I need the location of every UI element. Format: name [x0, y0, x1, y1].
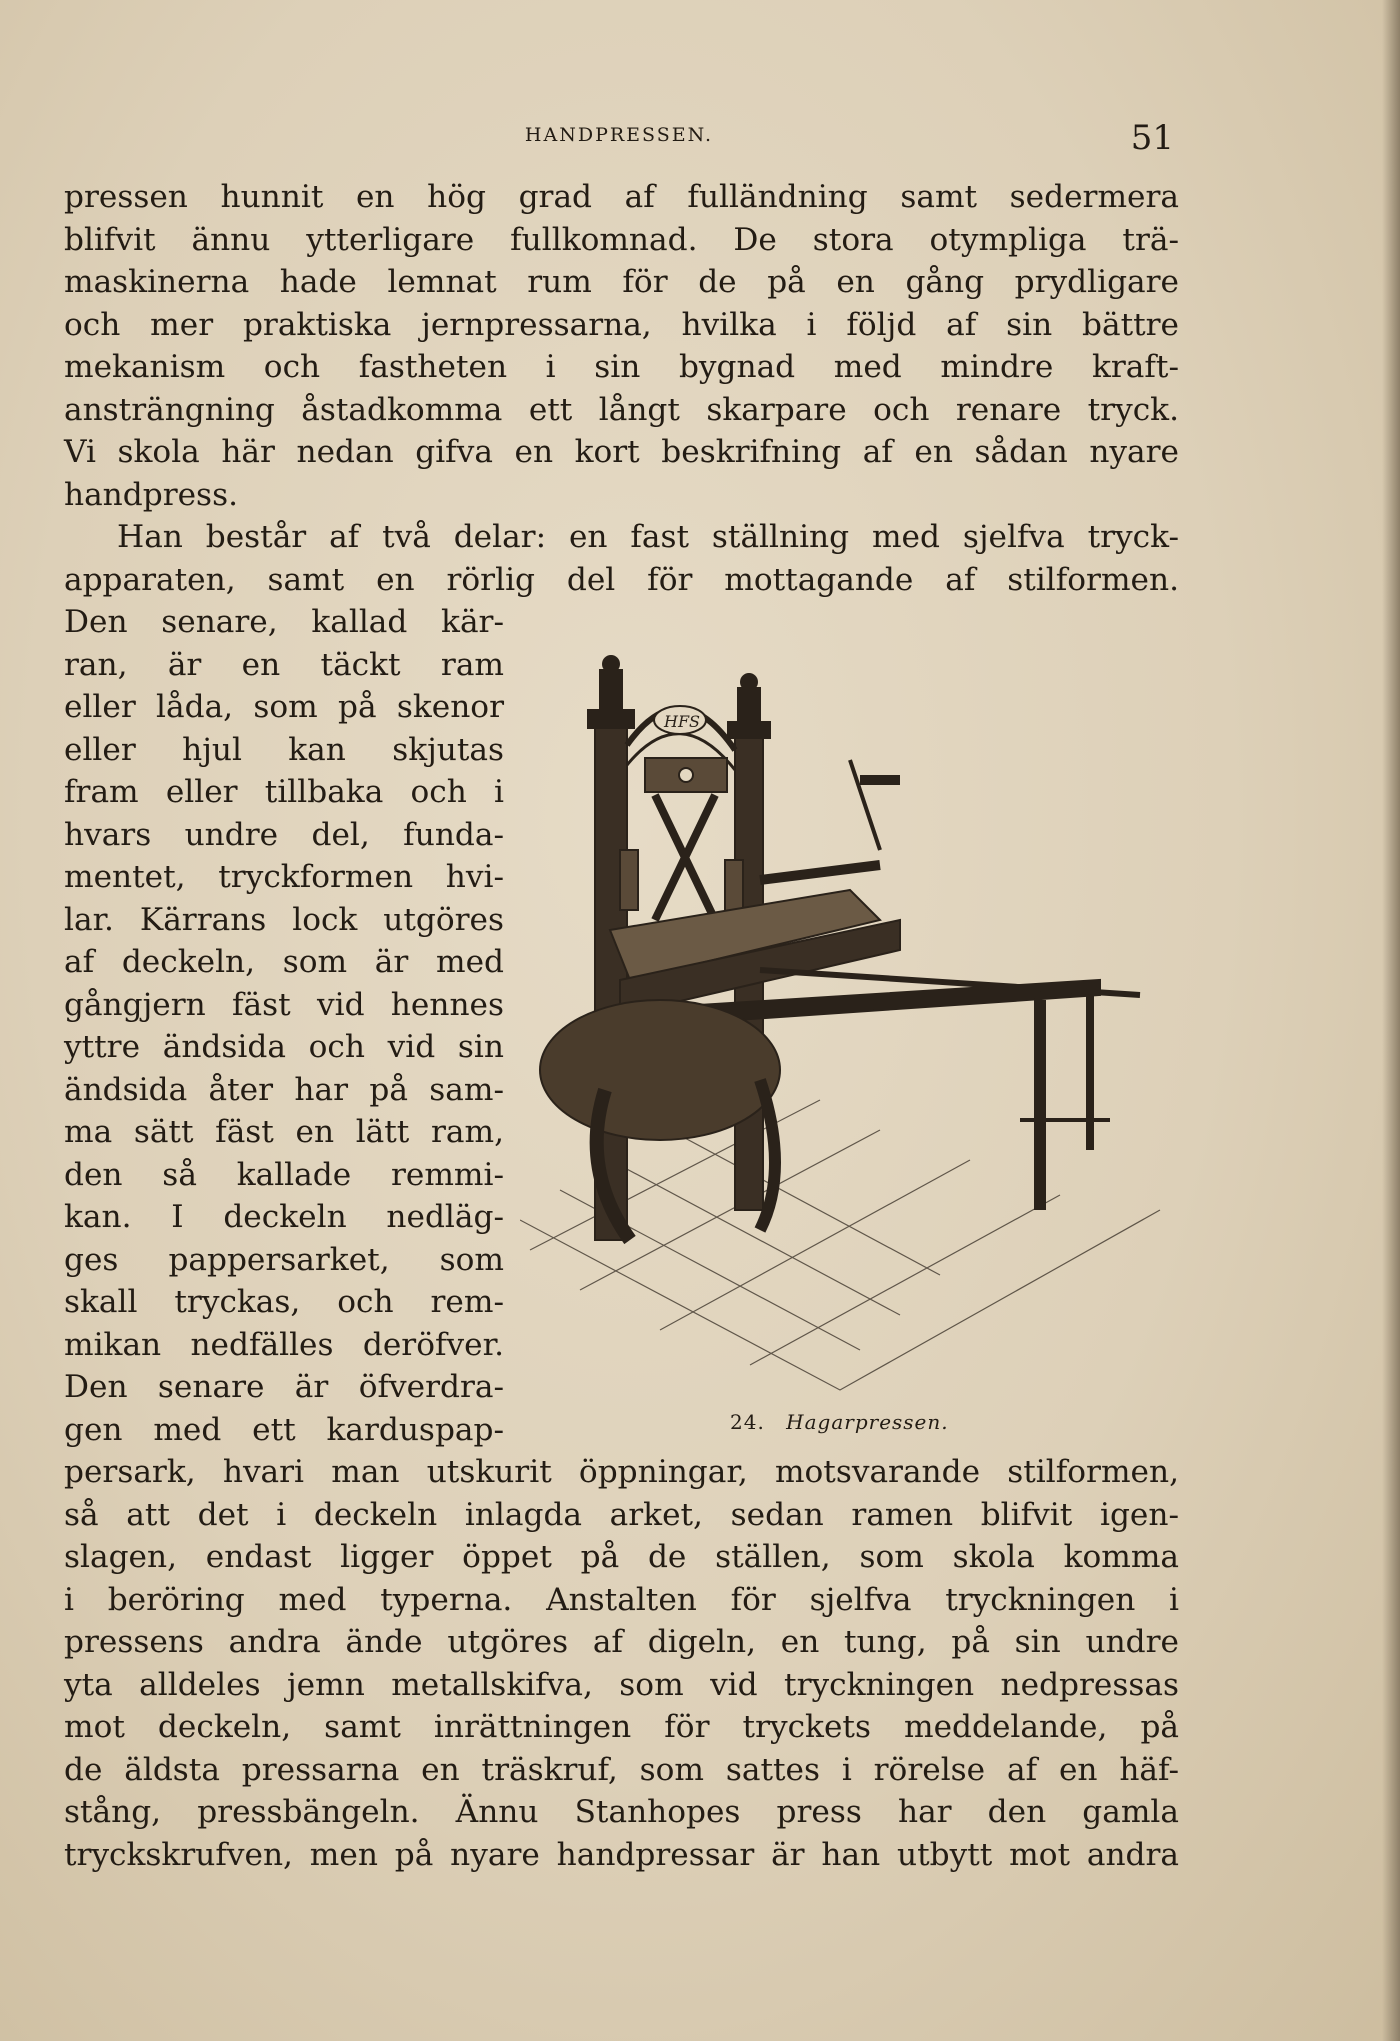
text-line-narrow: Den senare är öfverdra-: [64, 1369, 504, 1405]
text-line-narrow: yttre ändsida och vid sin: [64, 1029, 504, 1065]
text-line-narrow: ma sätt fäst en lätt ram,: [64, 1114, 504, 1150]
text-line-narrow: af deckeln, som är med: [64, 944, 504, 980]
printing-press-illustration: [520, 650, 1180, 1410]
text-line: mot deckeln, samt inrättningen för tryckets meddelande, på: [64, 1709, 1179, 1745]
text-line: handpress.: [64, 476, 238, 513]
text-line: mekanism och fastheten i sin bygnad med mindre kraft-: [64, 349, 1179, 385]
text-line: yta alldeles jemn metallskifva, som vid tryckningen nedpressas: [64, 1666, 1179, 1703]
page-edge-shadow: [1382, 0, 1400, 2041]
text-line-narrow: skall tryckas, och rem-: [64, 1284, 504, 1320]
figure-title: Hagarpressen.: [786, 1410, 949, 1434]
text-line: slagen, endast ligger öppet på de ställen, som skola komma: [64, 1539, 1179, 1575]
text-line-narrow: mentet, tryckformen hvi-: [64, 859, 504, 895]
page-header: [64, 118, 1174, 158]
text-line-narrow: eller låda, som på skenor: [64, 689, 504, 725]
paragraph-start-line: Han består af två delar: en fast ställning med sjelfva tryck-: [117, 519, 1179, 555]
text-line-narrow: ges pappersarket, som: [64, 1241, 504, 1278]
text-line-narrow: eller hjul kan skjutas: [64, 731, 504, 768]
text-line: i beröring med typerna. Anstalten för sjelfva tryckningen i: [64, 1581, 1179, 1618]
text-line: ansträngning åstadkomma ett långt skarpare och renare tryck.: [64, 391, 1179, 428]
text-line-narrow: ran, är en täckt ram: [64, 646, 504, 683]
text-line: blifvit ännu ytterligare fullkomnad. De stora otympliga trä-: [64, 221, 1179, 258]
text-line-narrow: hvars undre del, funda-: [64, 816, 504, 853]
text-line-narrow: gångjern fäst vid hennes: [64, 986, 504, 1023]
text-line: apparaten, samt en rörlig del för mottagande af stilformen.: [64, 561, 1179, 598]
text-line: pressen hunnit en hög grad af fulländning samt sedermera: [64, 179, 1179, 215]
figure-number: 24.: [730, 1410, 765, 1434]
text-line: persark, hvari man utskurit öppningar, motsvarande stilformen,: [64, 1454, 1179, 1490]
text-line: så att det i deckeln inlagda arket, sedan ramen blifvit igen-: [64, 1496, 1179, 1533]
text-line-narrow: fram eller tillbaka och i: [64, 774, 504, 810]
page-number: 51: [1130, 118, 1174, 158]
text-line-narrow: ändsida åter har på sam-: [64, 1071, 504, 1108]
figure-caption: [730, 1410, 949, 1434]
text-line-narrow: lar. Kärrans lock utgöres: [64, 901, 504, 938]
text-line: Vi skola här nedan gifva en kort beskrifning af en sådan nyare: [64, 434, 1179, 470]
text-line: tryckskrufven, men på nyare handpressar är han utbytt mot andra: [64, 1836, 1179, 1873]
text-line: pressens andra ände utgöres af digeln, en tung, på sin undre: [64, 1624, 1179, 1660]
text-line-narrow: mikan nedfälles deröfver.: [64, 1326, 504, 1363]
text-line: och mer praktiska jernpressarna, hvilka i följd af sin bättre: [64, 306, 1179, 343]
figure-hagarpressen: [520, 650, 1180, 1450]
text-line: maskinerna hade lemnat rum för de på en gång prydligare: [64, 264, 1179, 300]
text-line: stång, pressbängeln. Ännu Stanhopes press har den gamla: [64, 1794, 1179, 1830]
text-line-narrow: den så kallade remmi-: [64, 1156, 504, 1193]
text-line-narrow: kan. I deckeln nedläg-: [64, 1199, 504, 1235]
text-line: de äldsta pressarna en träskruf, som sattes i rörelse af en häf-: [64, 1751, 1179, 1788]
running-head: HANDPRESSEN.: [524, 124, 714, 146]
text-line-narrow: Den senare, kallad kär-: [64, 604, 504, 640]
text-line-narrow: gen med ett karduspap-: [64, 1411, 504, 1448]
press-plate-text: HFS: [664, 712, 701, 731]
